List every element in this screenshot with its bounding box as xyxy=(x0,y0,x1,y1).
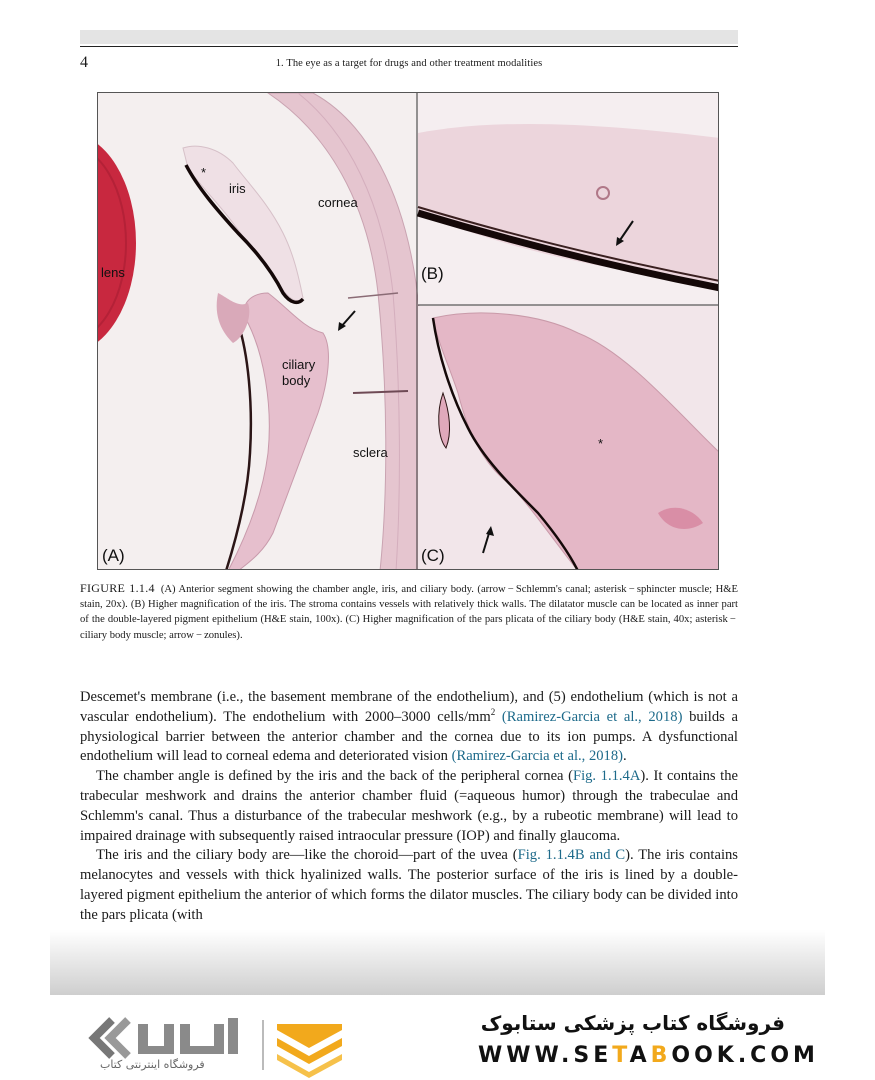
header-rule xyxy=(80,46,738,47)
figure-caption xyxy=(80,581,738,643)
running-head: 1. The eye as a target for drugs and other treatment modalities xyxy=(275,58,543,69)
label-iris: iris xyxy=(229,181,246,196)
figure-id: FIGURE 1.1.4 xyxy=(80,581,155,595)
footer-persian-title: فروشگاه کتاب پزشکی ستابوک xyxy=(480,1011,785,1035)
panel-label-c: (C) xyxy=(421,546,445,565)
paragraph-2: The chamber angle is defined by the iris and the back of the peripheral cornea (Fig. 1.1.4A). It contains the trabecular meshwork and drains the anterior chamber fluid (=aqueous humor) through the trabeculae and Schlemm's canal. Thus a disturbance of the trabecular meshwork (e.g., by a rubeotic membrane) will lead to impaired drainage with subsequently raised intraocular pressure (IOP) and finally glaucoma. xyxy=(80,768,738,844)
top-gray-bar xyxy=(80,30,738,44)
figure-link[interactable]: Fig. 1.1.4B and C xyxy=(517,847,626,864)
page-number: 4 xyxy=(80,54,88,71)
citation-link[interactable]: (Ramirez-Garcia et al., 2018) xyxy=(451,748,624,765)
body-text xyxy=(80,688,738,926)
figure-link[interactable]: Fig. 1.1.4A xyxy=(572,768,641,785)
label-body: body xyxy=(282,373,311,388)
logo-subtitle: فروشگاه اینترنتی کتاب xyxy=(100,1058,205,1071)
figure-1-1-4 xyxy=(97,92,719,570)
paragraph-1: Descemet's membrane (i.e., the basement membrane of the endothelium), and (5) endothelium (which is not a vascular endothelium). The endothelium with 2000–3000 cells/$mm^2$ (Ramirez-Garcia et al., 2018) builds a physiological barrier between the anterior chamber and the cornea due to its ion pumps. A dysfunctional endothelium will lead to corneal edema and deteriorated vision (Ramirez-Garcia et al., 2018). xyxy=(80,689,738,765)
label-ciliary: ciliary xyxy=(282,357,316,372)
page-bottom-fade xyxy=(50,930,825,995)
panel-label-b: (B) xyxy=(421,264,444,283)
paragraph-3: The iris and the ciliary body are—like the choroid—part of the uvea (Fig. 1.1.4B and C). The iris contains melanocytes and vessels with thick hyalinized walls. The posterior surface of the iris is lined by a double-layered pigment epithelium the anterior of which forms the dilator muscles. The ciliary body can be divided into the pars plicata (with xyxy=(80,847,738,923)
panel-label-a: (A) xyxy=(102,546,125,565)
footer-url-link[interactable]: WWW.SETABOOK.COM xyxy=(478,1043,819,1068)
label-cornea: cornea xyxy=(318,195,358,210)
citation-link[interactable]: (Ramirez-Garcia et al., 2018) xyxy=(501,708,683,725)
histology-figure xyxy=(98,93,719,570)
label-asterisk-a: * xyxy=(201,165,207,180)
label-lens: lens xyxy=(101,265,125,280)
label-asterisk-c: * xyxy=(598,436,604,451)
label-sclera: sclera xyxy=(353,445,388,460)
caption-text: (A) Anterior segment showing the chamber angle, iris, and ciliary body. (arrow − Schlemm's canal; asterisk − sphincter muscle; H&E stain, 20x). (B) Higher magnification of the iris. The stroma contains vessels with relatively thick walls. The dilatator muscle can be located as inner part of the double-layered pigment epithelium (H&E stain, 100x). (C) Higher magnification of the pars plicata of the ciliary body (H&E stain, 40x; asterisk − ciliary body muscle; arrow − zonules). xyxy=(80,584,739,641)
